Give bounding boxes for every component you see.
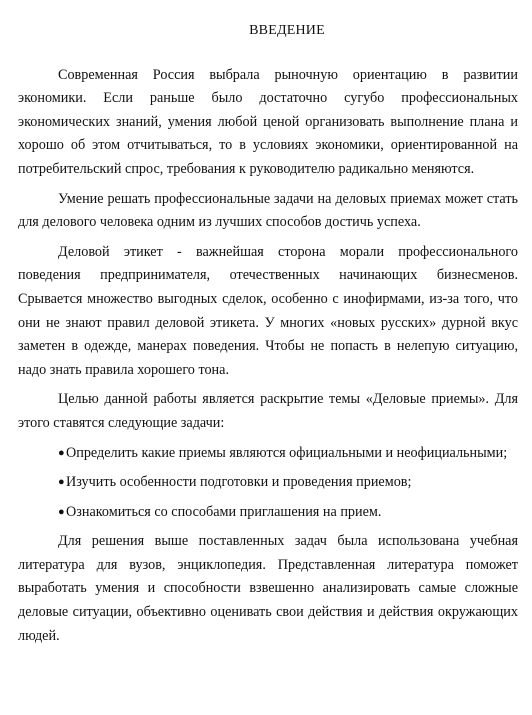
intro-paragraph-4: Целью данной работы является раскрытие темы «Деловые приемы». Для этого ставятся следующие задачи: xyxy=(18,391,518,431)
intro-paragraph-2: Умение решать профессиональные задачи на деловых приемах может стать для делового человека одним из лучших способов достичь успеха. xyxy=(18,190,518,231)
task-text: Определить какие приемы являются официальными и неофициальными; xyxy=(66,444,508,461)
bullet-icon: ● xyxy=(58,505,65,518)
document-page xyxy=(18,14,518,654)
section-heading: ВВЕДЕНИЕ xyxy=(249,23,325,38)
task-list-item xyxy=(18,501,518,525)
bullet-icon: ● xyxy=(58,476,65,489)
intro-paragraph-1: Современная Россия выбрала рыночную ориентацию в развитии экономики. Если раньше было достаточно сугубо профессиональных экономических знаний, умения любой ценой организовать выполнение плана и хорошо об этом отчитываться, то в условиях экономики, ориентированной на потребительский спрос, требования к руководителю радикально меняются. xyxy=(18,66,518,177)
bullet-icon: ● xyxy=(58,446,65,459)
task-text: Изучить особенности подготовки и проведения приемов; xyxy=(66,474,412,491)
intro-paragraph-3: Деловой этикет - важнейшая сторона морали профессионального поведения предпринимателя, отечественных начинающих бизнесменов. Срывается множество выгодных сделок, особенно с инофирмами, из-за того, что они не знают правил деловой этикета. У многих «новых русских» дурной вкус заметен в одежде, манерах поведения. Чтобы не попасть в нелепую ситуацию, надо знать правила хорошего тона. xyxy=(18,243,518,378)
task-text: Ознакомиться со способами приглашения на прием. xyxy=(66,503,382,520)
closing-paragraph: Для решения выше поставленных задач была использована учебная литература для вузов, энциклопедия. Представленная литература поможет выработать умения и способности взвешенно анализировать самые сложные деловые ситуации, объективно оценивать свои действия и действия окружающих людей. xyxy=(18,533,518,644)
task-list-item xyxy=(18,442,518,466)
task-list-item xyxy=(18,471,518,495)
